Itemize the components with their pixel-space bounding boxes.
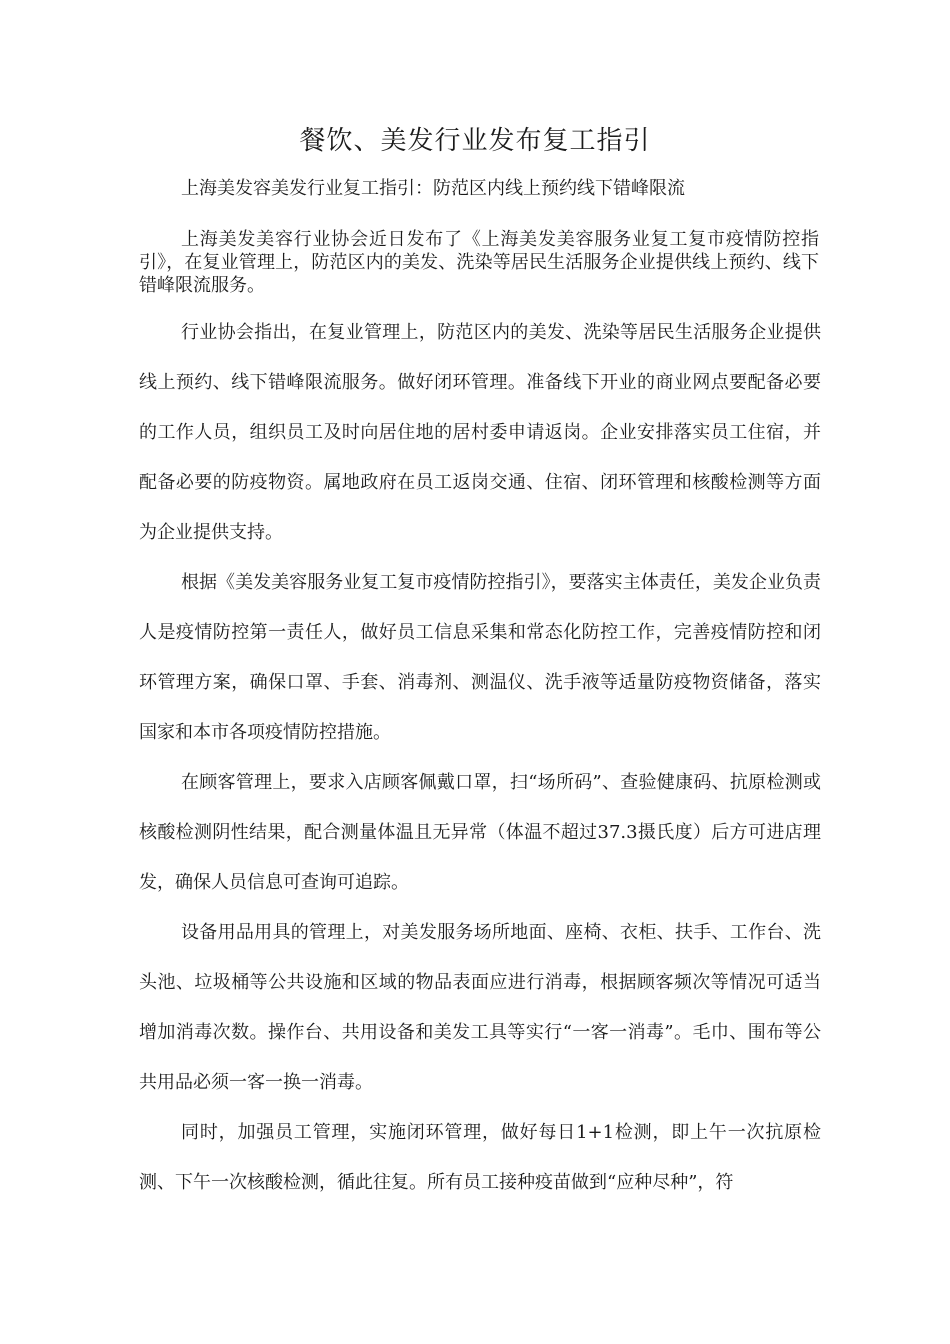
document-subtitle: 上海美发容美发行业复工指引：防范区内线上预约线下错峰限流 — [181, 178, 685, 199]
document-body — [139, 308, 821, 1208]
document-title: 餐饮、美发行业发布复工指引 — [299, 126, 651, 156]
body-paragraph: 行业协会指出，在复业管理上，防范区内的美发、洗染等居民生活服务企业提供线上预约、线下错峰限流服务。做好闭环管理。准备线下开业的商业网点要配备必要的工作人员，组织员工及时向居住地的居村委申请返岗。企业安排落实员工住宿，并配备必要的防疫物资。属地政府在员工返岗交通、住宿、闭环管理和核酸检测等方面为企业提供支持。 — [139, 322, 821, 543]
intro-paragraph: 上海美发美容行业协会近日发布了《上海美发美容服务业复工复市疫情防控指引》，在复业管理上，防范区内的美发、洗染等居民生活服务企业提供线上预约、线下错峰限流服务。 — [139, 229, 819, 296]
body-paragraph: 在顾客管理上，要求入店顾客佩戴口罩，扫“场所码”、查验健康码、抗原检测或核酸检测阴性结果，配合测量体温且无异常（体温不超过37.3摄氏度）后方可进店理发，确保人员信息可查询可追踪。 — [139, 772, 821, 893]
body-paragraph: 同时，加强员工管理，实施闭环管理，做好每日1+1检测，即上午一次抗原检测、下午一次核酸检测，循此往复。所有员工接种疫苗做到“应种尽种”，符 — [139, 1122, 821, 1193]
body-paragraph: 根据《美发美容服务业复工复市疫情防控指引》，要落实主体责任，美发企业负责人是疫情防控第一责任人，做好员工信息采集和常态化防控工作，完善疫情防控和闭环管理方案，确保口罩、手套、消毒剂、测温仪、洗手液等适量防疫物资储备，落实国家和本市各项疫情防控措施。 — [139, 572, 821, 743]
body-paragraph: 设备用品用具的管理上，对美发服务场所地面、座椅、衣柜、扶手、工作台、洗头池、垃圾桶等公共设施和区域的物品表面应进行消毒，根据顾客频次等情况可适当增加消毒次数。操作台、共用设备和美发工具等实行“一客一消毒”。毛巾、围布等公共用品必须一客一换一消毒。 — [139, 922, 821, 1093]
